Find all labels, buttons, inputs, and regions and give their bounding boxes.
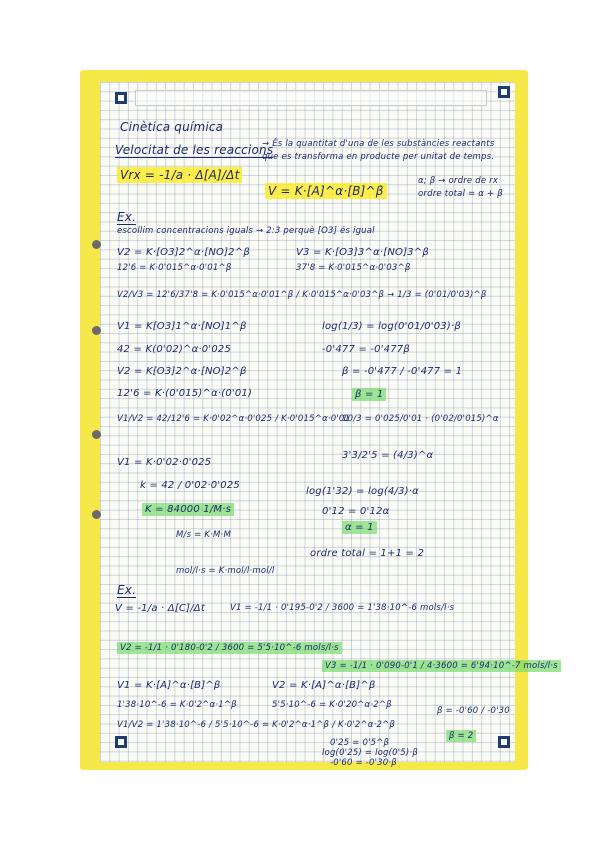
equation-line: 0'12 = 0'12α [322, 506, 390, 517]
equation-line: V2 = -1/1 · 0'180-0'2 / 3600 = 5'5·10^-6 mols/l·s [117, 642, 342, 654]
result-box: α = 1 [342, 521, 377, 534]
order-total: ordre total = α + β [418, 189, 503, 199]
corner-mark-icon [498, 736, 510, 748]
corner-mark-icon [115, 736, 127, 748]
rate-law: V = K·[A]^α·[B]^β [265, 183, 387, 199]
equation-line: 12'6 = K·(0'015)^α·(0'01) [117, 388, 253, 399]
equation-line: 12'6 = K·0'015^α·0'01^β [117, 263, 232, 273]
equation-line: 37'8 = K·0'015^α·0'03^β [296, 263, 411, 273]
equation-line: β = -0'477 / -0'477 = 1 [342, 366, 463, 377]
page-title: Cinètica química [120, 120, 224, 134]
punch-hole [92, 240, 101, 249]
equation-line: 10/3 = 0'025/0'01 · (0'02/0'015)^α [342, 414, 499, 424]
equation-line: log(0'25) = log(0'5)·β [322, 748, 418, 758]
result-box: K = 84000 1/M·s [142, 503, 234, 516]
equation-line: V1/V2 = 42/12'6 = K·0'02^α·0'025 / K·0'015^α·0'01 [117, 414, 351, 424]
equation-line: k = 42 / 0'02·0'025 [140, 480, 240, 491]
equation-line: V2 = K·[O3]2^α·[NO]2^β [117, 247, 250, 258]
units-note: M/s = K·M·M [176, 530, 231, 540]
section-heading: Velocitat de les reaccions [115, 143, 274, 157]
result-box: β = 1 [352, 388, 386, 401]
equation-line: 5'5·10^-6 = K·0'20^α·2^β [272, 700, 392, 710]
equation-line: V1/V2 = 1'38·10^-6 / 5'5·10^-6 = K·0'2^α·1^β / K·0'2^α·2^β [117, 720, 396, 730]
order-note: α; β → ordre de rx [418, 176, 499, 186]
corner-mark-icon [498, 86, 510, 98]
equation-line: V2 = K·[A]^α·[B]^β [272, 680, 376, 691]
rate-definition: Vrx = -1/a · Δ[A]/Δt [117, 167, 242, 183]
equation-line: ordre total = 1+1 = 2 [310, 548, 425, 559]
equation-line: V = -1/a · Δ[C]/Δt [115, 603, 205, 614]
example-label: Ex. [117, 210, 137, 224]
equation-line: V1 = -1/1 · 0'195-0'2 / 3600 = 1'38·10^-6 mols/l·s [230, 603, 455, 613]
corner-mark-icon [115, 92, 127, 104]
punch-hole [92, 510, 101, 519]
equation-line: V3 = -1/1 · 0'090-0'1 / 4·3600 = 6'94·10^-7 mols/l·s [322, 660, 561, 672]
equation-line: 42 = K(0'02)^α·0'025 [117, 344, 232, 355]
header-band [135, 90, 487, 106]
equation-line: V3 = K·[O3]3^α·[NO]3^β [296, 247, 429, 258]
equation-line: log(1/3) = log(0'01/0'03)·β [322, 321, 461, 332]
equation-line: 1'38·10^-6 = K·0'2^α·1^β [117, 700, 237, 710]
equation-line: V1 = K[O3]1^α·[NO]1^β [117, 321, 247, 332]
punch-hole [92, 430, 101, 439]
example-intro: escollim concentracions iguals → 2:3 perquè [O3] és igual [117, 226, 375, 236]
equation-line: -0'477 = -0'477β [322, 344, 410, 355]
equation-line: -0'60 = -0'30·β [330, 758, 397, 768]
example-label: Ex. [117, 583, 137, 597]
equation-line: V1 = K·0'02·0'025 [117, 457, 212, 468]
equation-line: β = -0'60 / -0'30 [437, 706, 510, 716]
result-box: β = 2 [446, 730, 476, 742]
equation-line: V2 = K[O3]2^α·[NO]2^β [117, 366, 247, 377]
equation-line: 0'25 = 0'5^β [330, 738, 390, 748]
units-note: mol/l·s = K·mol/l·mol/l [176, 566, 275, 576]
equation-line: 3'3/2'5 = (4/3)^α [342, 450, 434, 461]
equation-line: log(1'32) = log(4/3)·α [306, 486, 419, 497]
equation-line: V1 = K·[A]^α·[B]^β [117, 680, 221, 691]
punch-hole [92, 326, 101, 335]
equation-line: V2/V3 = 12'6/37'8 = K·0'015^α·0'01^β / K·0'015^α·0'03^β → 1/3 = (0'01/0'03)^β [117, 290, 487, 300]
definition-text: → És la quantitat d'una de les substàncies reactants que es transforma en producte per unitat de temps. [262, 139, 495, 162]
